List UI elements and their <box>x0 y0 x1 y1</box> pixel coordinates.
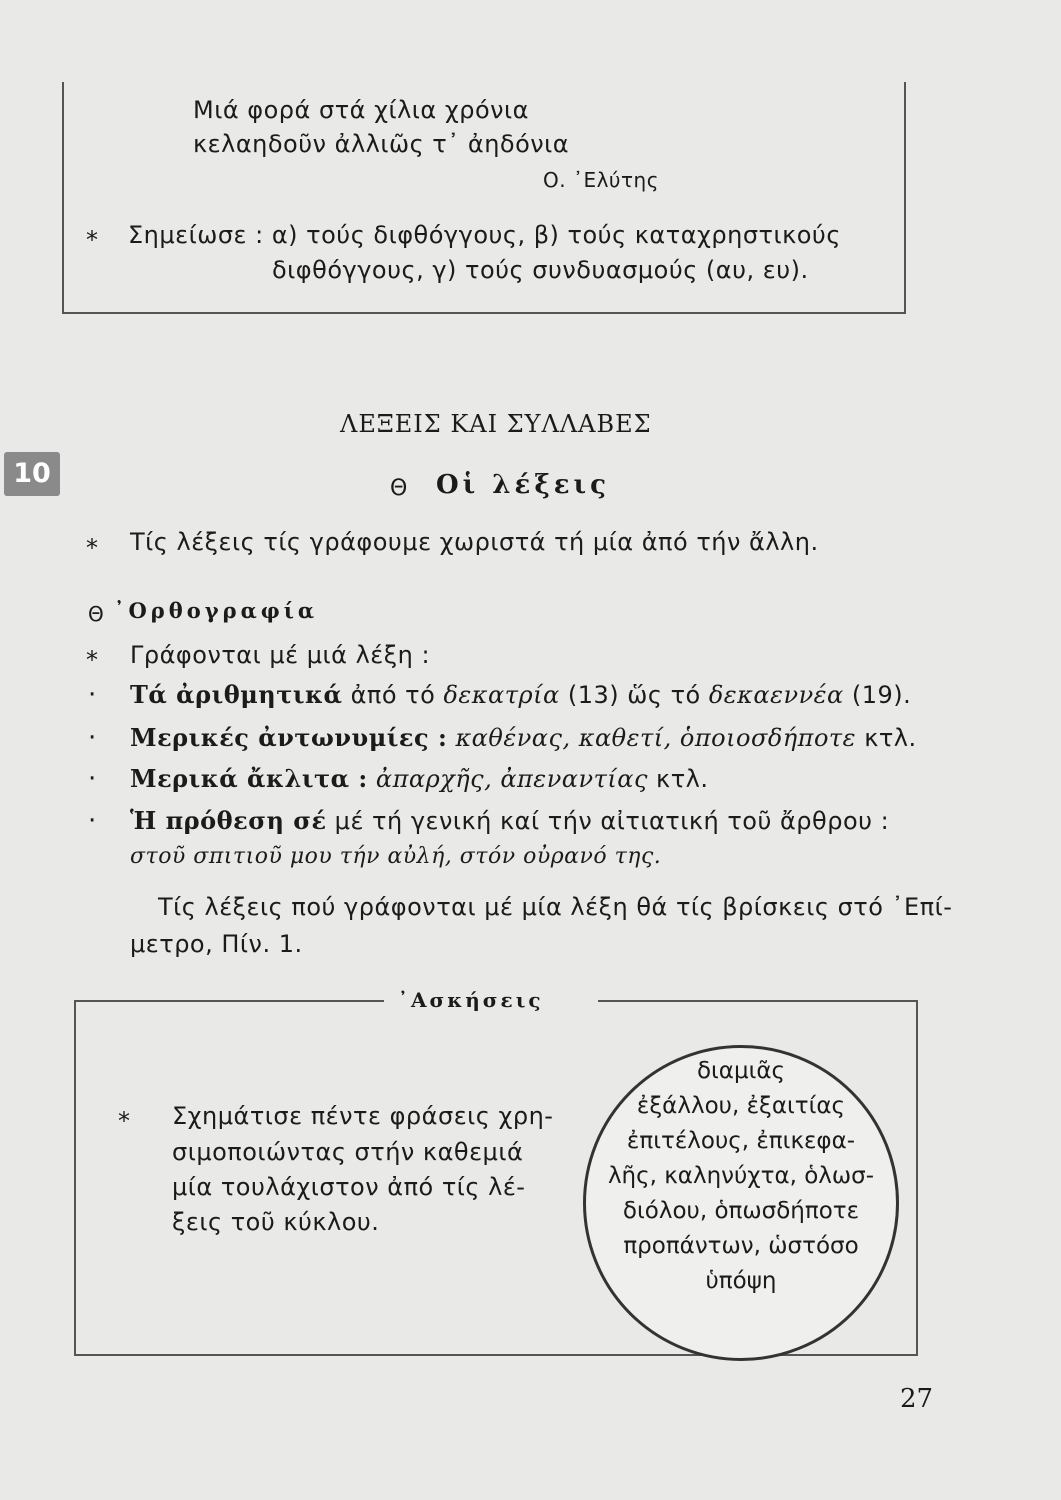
subheading-title: Οἱ λέξεις <box>436 470 610 500</box>
item-preposition: Ἡ πρόθεση σέ μέ τή γενική καί τήν αἰτιατική τοῦ ἄρθρου : <box>130 806 890 835</box>
circle-word-line: διαμιᾶς <box>696 1058 786 1084</box>
rule2-marker: * <box>86 646 99 674</box>
exercises-title: ᾿Ασκήσεις <box>398 988 544 1012</box>
appendix-line-2: μετρο, Πίν. 1. <box>130 930 303 958</box>
circle-word-line: ὑπόψη <box>705 1268 777 1294</box>
circle-word-line: λῆς, καληνύχτα, ὁλωσ- <box>607 1163 875 1189</box>
section-heading: ΛΕΞΕΙΣ ΚΑΙ ΣΥΛΛΑΒΕΣ <box>340 410 652 438</box>
bullet-dot: · <box>88 723 97 753</box>
bullet-dot: · <box>88 764 97 794</box>
item-preposition-example: στοῦ σπιτιοῦ μου τήν αὐλή, στόν οὐρανό της. <box>130 844 662 869</box>
exercise-line-2: σιμοποιώντας στήν καθεμιά <box>172 1138 524 1166</box>
page-number: 27 <box>900 1384 934 1414</box>
bullet-dot: · <box>88 806 97 836</box>
exercise-marker: * <box>118 1107 131 1135</box>
appendix-line-1: Τίς λέξεις πού γράφονται μέ μία λέξη θά τίς βρίσκεις στό ᾿Επί- <box>158 893 953 921</box>
exercises-top-rule-left <box>74 1000 384 1002</box>
rule1-text: Τίς λέξεις τίς γράφουμε χωριστά τή μία ἀπό τήν ἄλλη. <box>130 528 819 556</box>
section-number-tab: 10 <box>4 452 60 496</box>
word-circle <box>583 1045 899 1361</box>
circle-word-line: ἐξάλλου, ἐξαιτίας <box>636 1093 846 1119</box>
subheading-symbol: Θ <box>390 476 408 501</box>
exercise-line-1: Σχημάτισε πέντε φράσεις χρη- <box>172 1102 554 1130</box>
rule2-text: Γράφονται μέ μιά λέξη : <box>130 641 431 669</box>
item-pronouns: Μερικές ἀντωνυμίες : καθένας, καθετί, ὁποιοσδήποτε κτλ. <box>130 723 917 752</box>
orthography-title: ᾿Ορθογραφία <box>114 598 319 623</box>
circle-word-line: ἐπιτέλους, ἐπικεφα- <box>626 1128 856 1154</box>
exercise-line-4: ξεις τοῦ κύκλου. <box>172 1208 380 1236</box>
note-marker: * <box>86 226 99 254</box>
poem-line-2: κελαηδοῦν ἀλλιῶς τ᾿ ἀηδόνια <box>193 130 570 158</box>
note-line-2: διφθόγγους, γ) τούς συνδυασμούς (αυ, ευ). <box>272 256 809 284</box>
poem-author: Ο. ᾿Ελύτης <box>543 168 659 192</box>
note-line-1: Σημείωσε : α) τούς διφθόγγους, β) τούς καταχρηστικούς <box>128 221 841 249</box>
poem-line-1: Μιά φορά στά χίλια χρόνια <box>193 96 529 124</box>
item-indeclinables: Μερικά ἄκλιτα : ἀπαρχῆς, ἀπεναντίας κτλ. <box>130 764 709 793</box>
rule1-marker: * <box>86 534 99 562</box>
item-numerals: Τά ἀριθμητικά ἀπό τό δεκατρία (13) ὥς τό δεκαεννέα (19). <box>130 680 912 709</box>
orthography-symbol: Θ <box>88 602 104 626</box>
bullet-dot: · <box>88 680 97 710</box>
circle-word-line: διόλου, ὁπωσδήποτε <box>622 1198 860 1224</box>
exercise-line-3: μία τουλάχιστον ἀπό τίς λέ- <box>172 1173 526 1201</box>
exercises-top-rule-right <box>598 1000 916 1002</box>
circle-word-line: προπάντων, ὡστόσο <box>623 1233 859 1259</box>
